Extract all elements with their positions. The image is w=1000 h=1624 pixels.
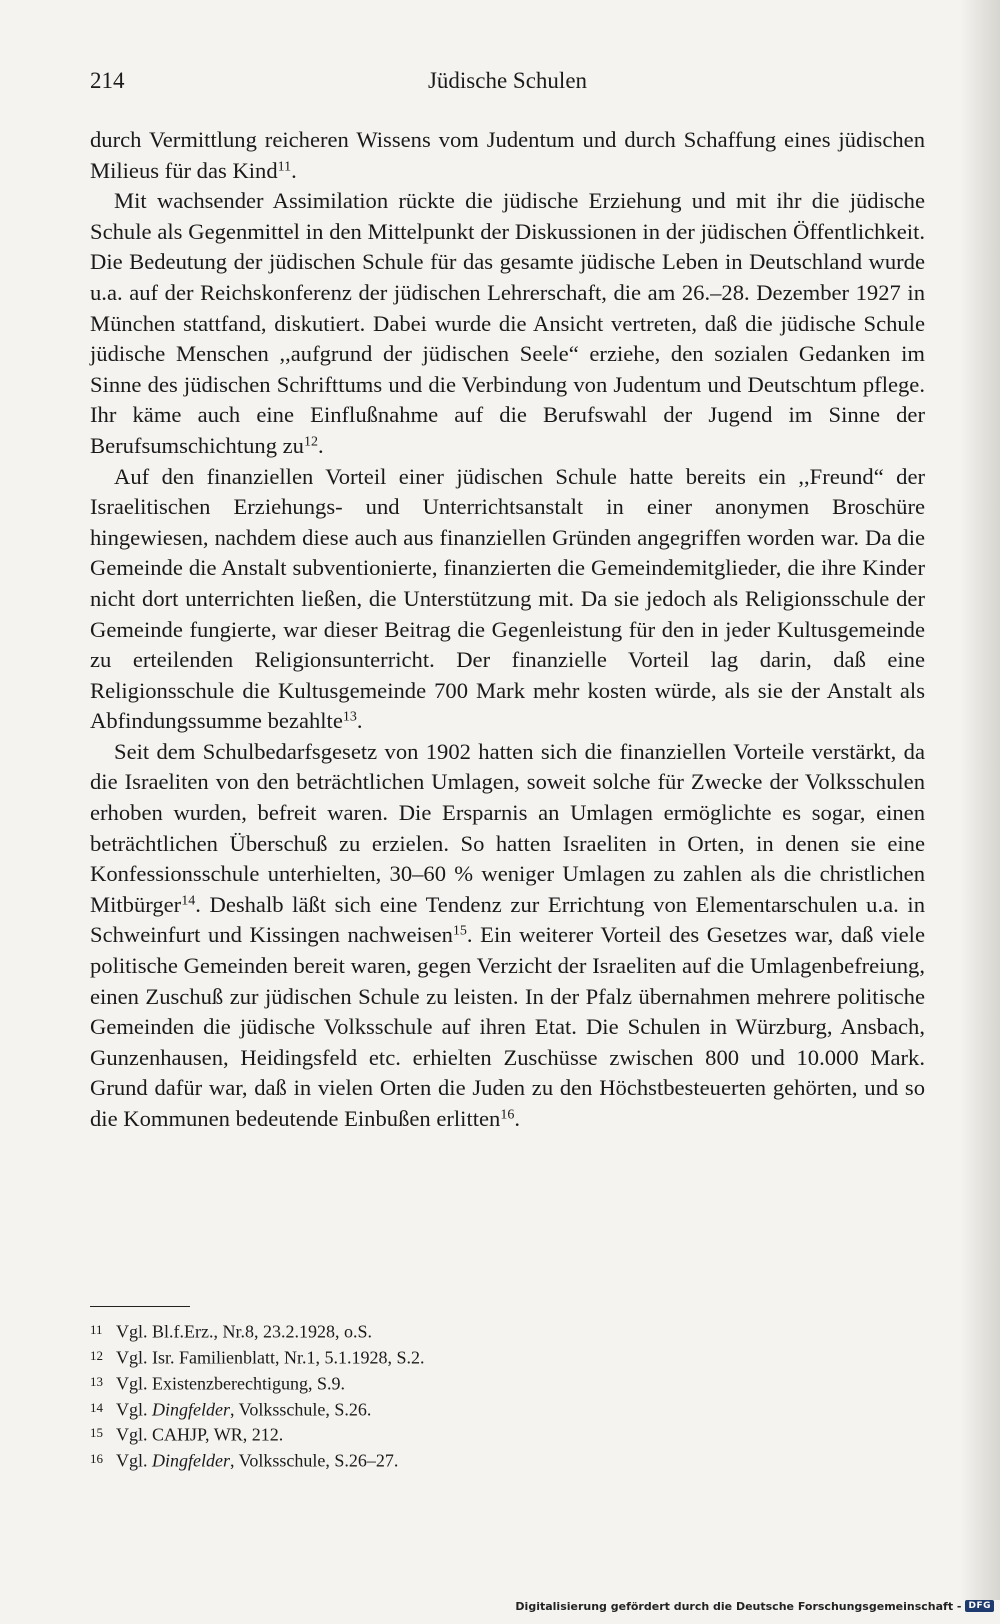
- footnote-ref: 14: [181, 893, 196, 909]
- footnote-text: Vgl. CAHJP, WR, 212.: [116, 1424, 284, 1445]
- page-edge-shadow: [960, 0, 1000, 1600]
- page-number: 214: [90, 68, 125, 93]
- paragraph-text: durch Vermittlung reicheren Wissens vom Judentum und durch Schaffung eines jüdischen Milieus für das Kind: [90, 127, 925, 183]
- paragraph-4: Seit dem Schulbedarfsgesetz von 1902 hatten sich die finanziellen Vorteile verstärkt, da die Israeliten von den beträchtlichen Umlagen, soweit solche für Zwecke der Volksschulen erhoben wurden, befreit waren. Die Ersparnis an Umlagen ermöglichte es sogar, einen beträchtlichen Überschuß zu erzielen. So hatten Israeliten in Orten, in denen sie eine Konfessionsschule unterhielten, 30–60 % weniger Umlagen zu zahlen als die christlichen Mitbürger$^{14}$. Deshalb läßt sich eine Tendenz zur Errichtung von Elementarschulen u.a. in Schweinfurt und Kissingen nachweisen$^{15}$. Ein weiterer Vorteil des Gesetzes war, daß viele politische Gemeinden bereit waren, gegen Verzicht der Israeliten auf die Umlagenbefreiung, einen Zuschuß zur jüdischen Schule zu leisten. In der Pfalz übernahmen mehrere politische Gemeinden die jüdische Volksschule auf ihren Etat. Die Schulen in Würzburg, Ansbach, Gunzenhausen, Heidingsfeld etc. erhielten Zuschüsse zwischen 800 und 10.000 Mark. Grund dafür war, daß in vielen Orten die Juden zu den Höchstbesteuerten gehörten, und so die Kommunen bedeutende Einbußen erlitten$^{16}$.: [90, 738, 925, 1131]
- author-name: Dingfelder: [152, 1398, 230, 1419]
- footnote-number: 11: [90, 1322, 103, 1337]
- paragraph-text: Mit wachsender Assimilation rückte die jüdische Erziehung und mit ihr die jüdische Schule als Gegenmittel in den Mittelpunkt der Diskussionen in der jüdischen Öffentlichkeit. Die Bedeutung der jüdischen Schule für das gesamte jüdische Leben in Deutschland wurde u.a. auf der Reichskonferenz der jüdischen Lehrerschaft, die am 26.–28. Dezember 1927 in München stattfand, diskutiert. Dabei wurde die Ansicht vertreten, daß die jüdische Schule jüdische Menschen ,,aufgrund der jüdischen Seele“ erziehe, den sozialen Gedanken im Sinne des jüdischen Schrifttums und die Verbindung von Judentum und Deutschtum pflege. Ihr käme auch eine Einflußnahme auf die Berufswahl der Jugend im Sinne der Berufsumschichtung zu: [90, 188, 925, 458]
- paragraph-text: Ein weiterer Vorteil des Gesetzes war, daß viele politische Gemeinden bereit waren, gegen Verzicht der Israeliten auf die Umlagenbefreiung, einen Zuschuß zur jüdischen Schule zu leisten. In der Pfalz übernahmen mehrere politische Gemeinden die jüdische Volksschule auf ihren Etat. Die Schulen in Würzburg, Ansbach, Gunzenhausen, Heidingsfeld etc. erhielten Zuschüsse zwischen 800 und 10.000 Mark. Grund dafür war, daß in vielen Orten die Juden zu den Höchstbesteuerten gehörten, und so die Kommunen bedeutende Einbußen erlitten: [90, 922, 925, 1131]
- running-title: Jüdische Schulen: [427, 68, 588, 93]
- footnote-ref: 13: [342, 709, 357, 725]
- footnote-text: Vgl. Dingfelder, Volksschule, S.26.: [116, 1398, 372, 1419]
- paragraph-1: durch Vermittlung reicheren Wissens vom Judentum und durch Schaffung eines jüdischen Milieus für das Kind$^{11}$.: [90, 127, 925, 183]
- dfg-logo: DFG: [965, 1600, 994, 1612]
- footnote-number: 16: [90, 1451, 103, 1467]
- footnote-item: [90, 1396, 925, 1422]
- footnote-ref: 12: [303, 434, 318, 450]
- paragraph-2: Mit wachsender Assimilation rückte die jüdische Erziehung und mit ihr die jüdische Schule als Gegenmittel in den Mittelpunkt der Diskussionen in der jüdischen Öffentlichkeit. Die Bedeutung der jüdischen Schule für das gesamte jüdische Leben in Deutschland wurde u.a. auf der Reichskonferenz der jüdischen Lehrerschaft, die am 26.–28. Dezember 1927 in München stattfand, diskutiert. Dabei wurde die Ansicht vertreten, daß die jüdische Schule jüdische Menschen ,,aufgrund der jüdischen Seele“ erziehe, den sozialen Gedanken im Sinne des jüdischen Schrifttums und die Verbindung von Judentum und Deutschtum pflege. Ihr käme auch eine Einflußnahme auf die Berufswahl der Jugend im Sinne der Berufsumschichtung $zu^{12}$.: [90, 188, 925, 458]
- footnote-text: Vgl. Bl.f.Erz., Nr.8, 23.2.1928, o.S.: [116, 1321, 372, 1342]
- footnote-ref: 16: [500, 1107, 515, 1123]
- footnote-text: Vgl. Isr. Familienblatt, Nr.1, 5.1.1928, S.2.: [116, 1347, 425, 1368]
- footnotes: [90, 1318, 925, 1473]
- body-text: [90, 125, 925, 1135]
- footnote-item: [90, 1318, 925, 1344]
- footnote-text: Vgl. Dingfelder, Volksschule, S.26–27.: [116, 1450, 399, 1471]
- footnote-text: Vgl. Existenzberechtigung, S.9.: [116, 1372, 345, 1393]
- paragraph-text: Auf den finanziellen Vorteil einer jüdischen Schule hatte bereits ein ,,Freund“ der Israelitischen Erziehungs- und Unterrichtsanstalt in einer anonymen Broschüre hingewiesen, nachdem diese auch aus finanziellen Gründen angegriffen worden war. Da die Gemeinde die Anstalt subventionierte, finanzierten die Gemeindemitglieder, die ihre Kinder nicht dort unterrichten ließen, die Unterstützung mit. Da sie jedoch als Religionsschule der Gemeinde fungierte, war dieser Beitrag die Gegenleistung für den in jeder Kultusgemeinde zu erteilenden Religionsunterricht. Der finanzielle Vorteil lag darin, daß eine Religionsschule die Kultusgemeinde 700 Mark mehr kosten würde, als sie der Anstalt als Abfindungssumme bezahlte: [90, 463, 925, 734]
- footnote-number: 13: [90, 1373, 103, 1389]
- footnote-ref: 11: [277, 158, 292, 174]
- footnote-ref: 15: [452, 923, 467, 939]
- footnote-item: [90, 1344, 925, 1370]
- page-header: [90, 68, 925, 100]
- footnote-item: [90, 1447, 925, 1473]
- digitization-credit: [515, 1597, 994, 1615]
- footnote-number: 15: [90, 1425, 103, 1441]
- footnote-item: [90, 1421, 925, 1447]
- footnote-number: 14: [90, 1399, 103, 1415]
- credit-text: Digitalisierung gefördert durch die Deutsche Forschungsgemeinschaft -: [515, 1599, 962, 1613]
- paragraph-3: Auf den finanziellen Vorteil einer jüdischen Schule hatte bereits ein ,,Freund“ der Israelitischen Erziehungs- und Unterrichtsanstalt in einer anonymen Broschüre hingewiesen, nachdem diese auch aus finanziellen Gründen angegriffen worden war. Da die Gemeinde die Anstalt subventionierte, finanzierten die Gemeindemitglieder, die ihre Kinder nicht dort unterrichten ließen, die Unterstützung mit. Da sie jedoch als Religionsschule der Gemeinde fungierte, war dieser Beitrag die Gegenleistung für den in jeder Kultusgemeinde zu erteilenden Religionsunterricht. Der finanzielle Vorteil lag darin, daß eine Religionsschule die Kultusgemeinde 700 Mark mehr kosten würde, als sie der Anstalt als Abfindungssumme bezahlte$^{13}$.: [90, 463, 925, 734]
- author-name: Dingfelder: [152, 1450, 230, 1471]
- footnote-number: 12: [90, 1347, 103, 1363]
- footnote-item: [90, 1370, 925, 1396]
- footnote-divider: [90, 1306, 190, 1307]
- paragraph-text: Seit dem Schulbedarfsgesetz von 1902 hatten sich die finanziellen Vorteile verstärkt, da die Israeliten von den beträchtlichen Umlagen, soweit solche für Zwecke der Volksschulen erhoben wurden, befreit waren. Die Ersparnis an Umlagen ermöglichte es sogar, einen beträchtlichen Überschuß zu erzielen. So hatten Israeliten in Orten, in denen sie eine Konfessionsschule unterhielten, 30–60 % weniger Umlagen zu zahlen als die christlichen Mitbürger: [90, 738, 925, 917]
- paragraph-text: Deshalb läßt sich eine Tendenz zur Errichtung von Elementarschulen u.a. in Schweinfurt und Kissingen nachweisen: [90, 891, 925, 948]
